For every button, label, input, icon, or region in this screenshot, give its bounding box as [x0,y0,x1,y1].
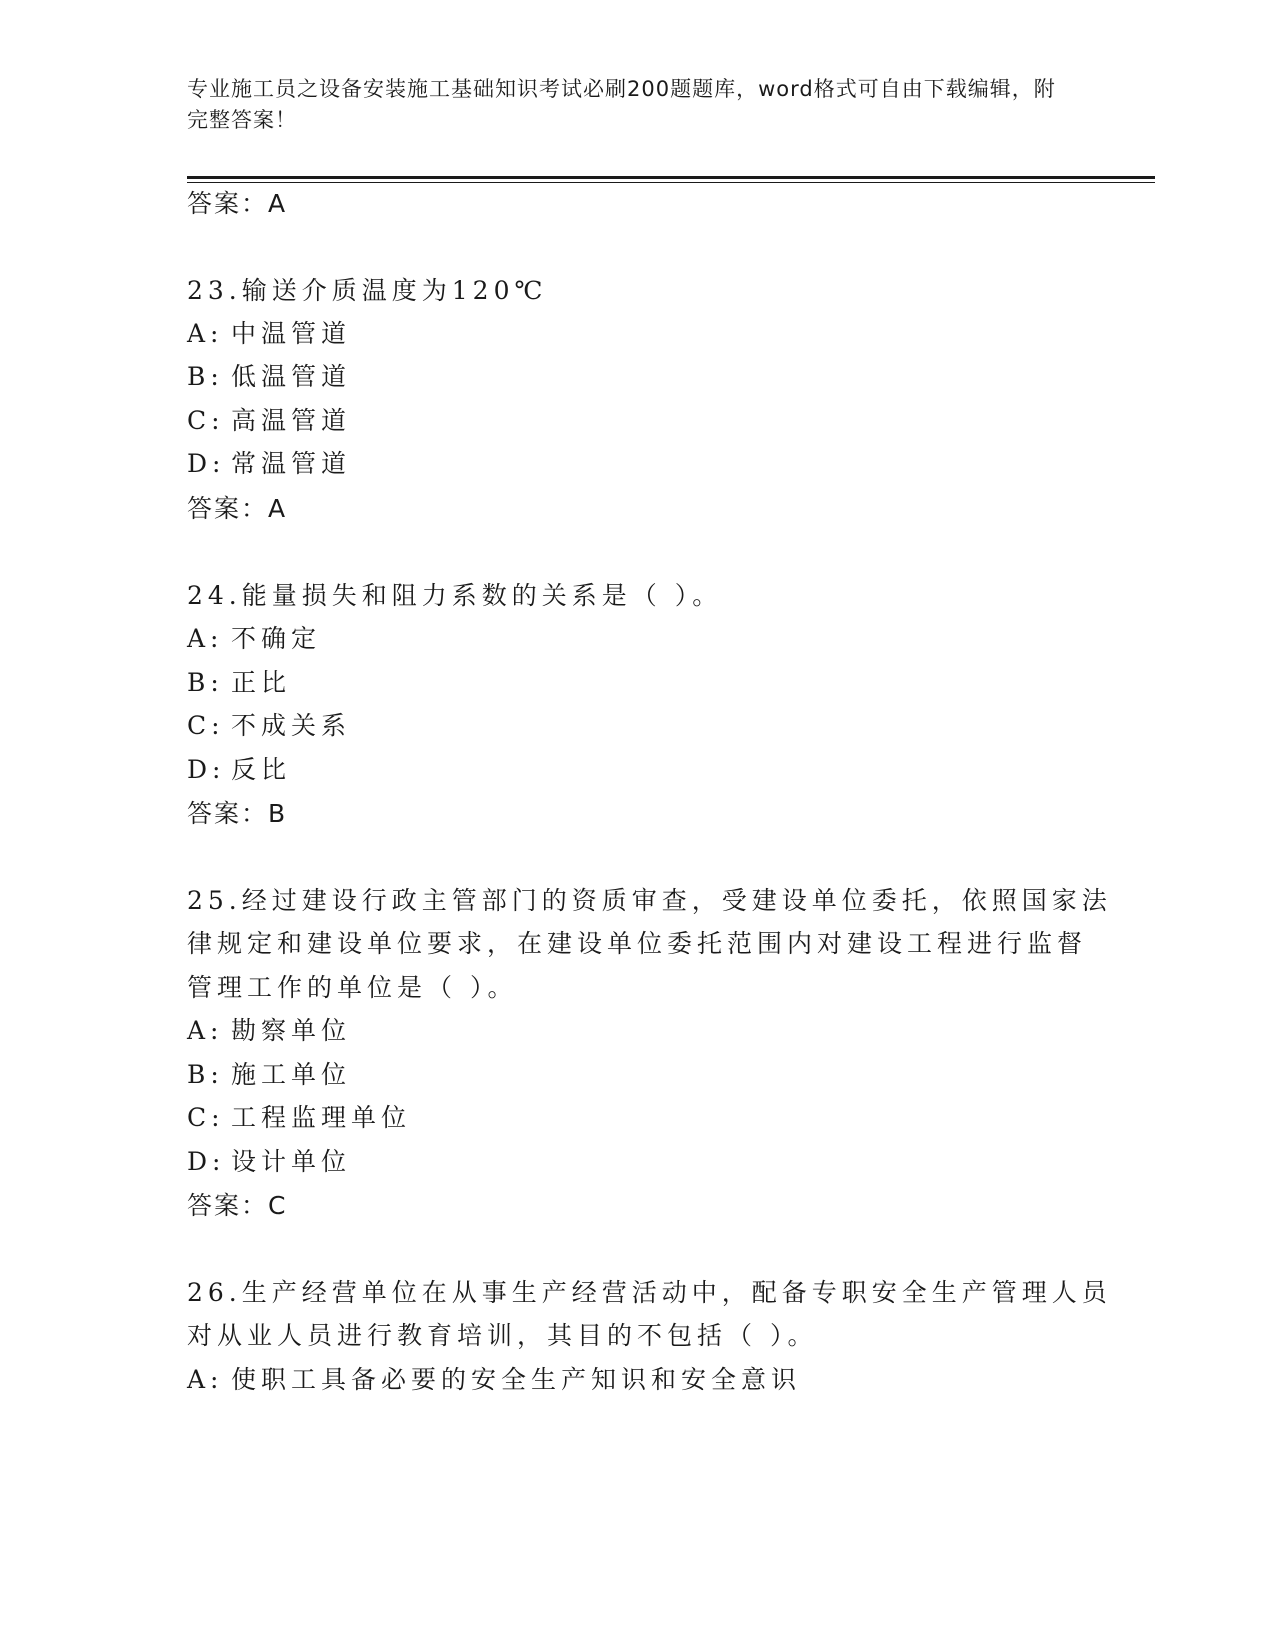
answer-value: B [268,799,288,828]
option-letter: B: [187,362,224,391]
answer-label: 答案： [187,189,269,218]
header-rule-thick [187,176,1155,179]
answer-value: A [268,494,288,523]
answer-label: 答案： [187,799,269,828]
option-letter: C: [187,711,225,740]
option-letter: B: [187,1060,224,1089]
prev-answer [187,186,287,222]
option-text: 勘察单位 [231,1016,352,1045]
q23-option-c [187,403,351,439]
q23-answer [187,491,287,527]
option-letter: A: [187,1016,224,1045]
q23-option-b [187,359,351,395]
option-text: 设计单位 [231,1147,352,1176]
option-text: 常温管道 [231,449,352,478]
answer-label: 答案： [187,494,269,523]
option-text: 中温管道 [231,319,352,348]
option-letter: C: [187,406,225,435]
option-letter: D: [187,755,226,784]
answer-label: 答案： [187,1191,269,1220]
option-letter: D: [187,1147,226,1176]
option-letter: B: [187,668,224,697]
option-text: 低温管道 [231,362,352,391]
option-letter: D: [187,449,226,478]
header-rule-thin [187,182,1155,183]
option-text: 不确定 [231,624,322,653]
q25-option-c [187,1100,411,1136]
option-text: 工程监理单位 [231,1103,412,1132]
option-text: 正比 [231,668,292,697]
document-header: 专业施工员之设备安装施工基础知识考试必刷200题题库，word格式可自由下载编辑，附完整答案！ [187,77,1056,132]
question-25-line-1: 25.经过建设行政主管部门的资质审查，受建设单位委托，依照国家法 [187,886,1112,915]
question-24: 24.能量损失和阻力系数的关系是（ ）。 [187,581,723,610]
question-25-line-2: 律规定和建设单位要求，在建设单位委托范围内对建设工程进行监督 [187,929,1088,958]
option-text: 不成关系 [231,711,352,740]
answer-value: C [268,1191,288,1220]
q25-option-a [187,1013,351,1049]
q25-option-b [187,1057,351,1093]
q23-option-a [187,316,351,352]
q25-option-d [187,1144,351,1180]
option-text: 施工单位 [231,1060,352,1089]
answer-value: A [268,189,288,218]
question-26-line-1: 26.生产经营单位在从事生产经营活动中，配备专职安全生产管理人员 [187,1278,1112,1307]
q25-answer [187,1188,287,1224]
question-26-line-2: 对从业人员进行教育培训，其目的不包括（ ）。 [187,1321,818,1350]
option-letter: A: [187,319,224,348]
option-text: 高温管道 [231,406,352,435]
option-letter: A: [187,624,224,653]
option-text: 反比 [231,755,292,784]
q24-option-b [187,665,291,701]
question-23: 23.输送介质温度为120℃ [187,276,548,305]
q23-option-d [187,446,351,482]
q24-option-d [187,752,291,788]
question-25-line-3: 管理工作的单位是（ ）。 [187,973,518,1002]
q24-answer [187,796,287,832]
q24-option-c [187,708,351,744]
option-letter: A: [187,1365,224,1394]
q26-option-a [187,1362,801,1398]
q24-option-a [187,621,321,657]
option-text: 使职工具备必要的安全生产知识和安全意识 [231,1365,802,1394]
option-letter: C: [187,1103,225,1132]
